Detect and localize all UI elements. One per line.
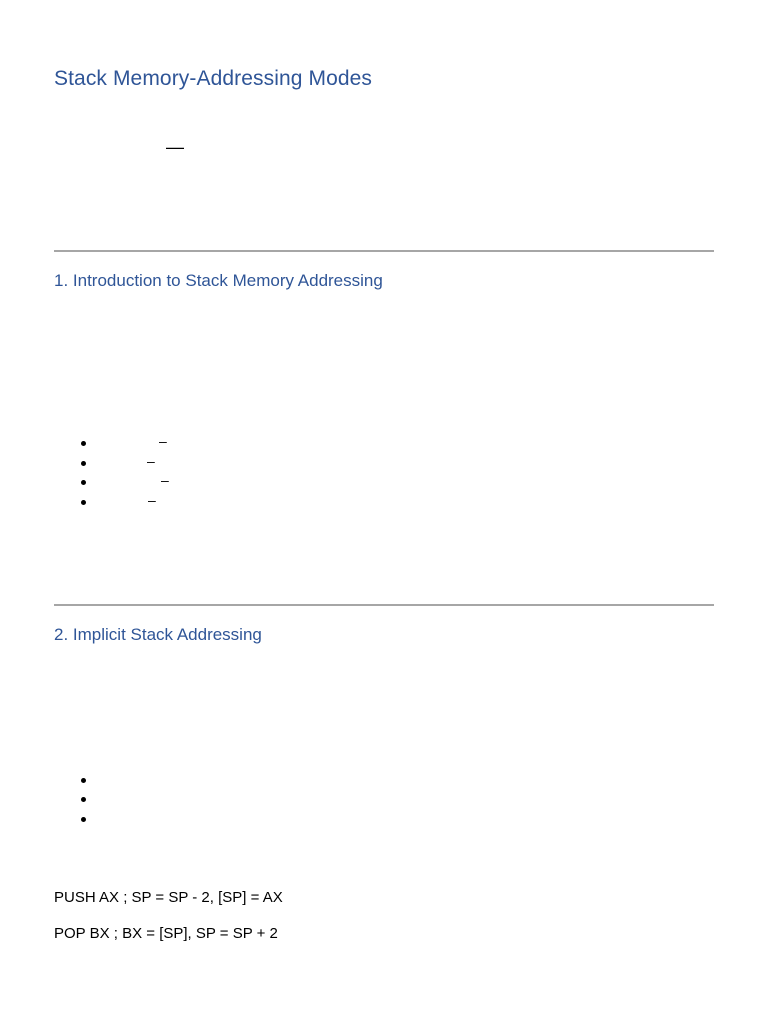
bullet-icon <box>81 461 86 466</box>
list-item-dash: – <box>159 433 167 449</box>
section-divider <box>54 250 714 252</box>
list-item-dash: – <box>148 492 156 508</box>
bullet-icon <box>81 778 86 783</box>
section-heading-implicit-stack: 2. Implicit Stack Addressing <box>54 625 262 644</box>
title-dash: — <box>166 137 184 157</box>
document-title: Stack Memory-Addressing Modes <box>54 67 373 90</box>
bullet-icon <box>81 480 86 485</box>
section-divider <box>54 604 714 606</box>
list-item-dash: – <box>147 453 155 469</box>
bullet-icon <box>81 817 86 822</box>
code-example-pop: POP BX ; BX = [SP], SP = SP + 2 <box>54 925 278 942</box>
bullet-icon <box>81 500 86 505</box>
bullet-icon <box>81 441 86 446</box>
code-example-push: PUSH AX ; SP = SP - 2, [SP] = AX <box>54 889 283 906</box>
bullet-icon <box>81 797 86 802</box>
list-item-dash: – <box>161 472 169 488</box>
section-heading-introduction: 1. Introduction to Stack Memory Addressing <box>54 271 383 290</box>
